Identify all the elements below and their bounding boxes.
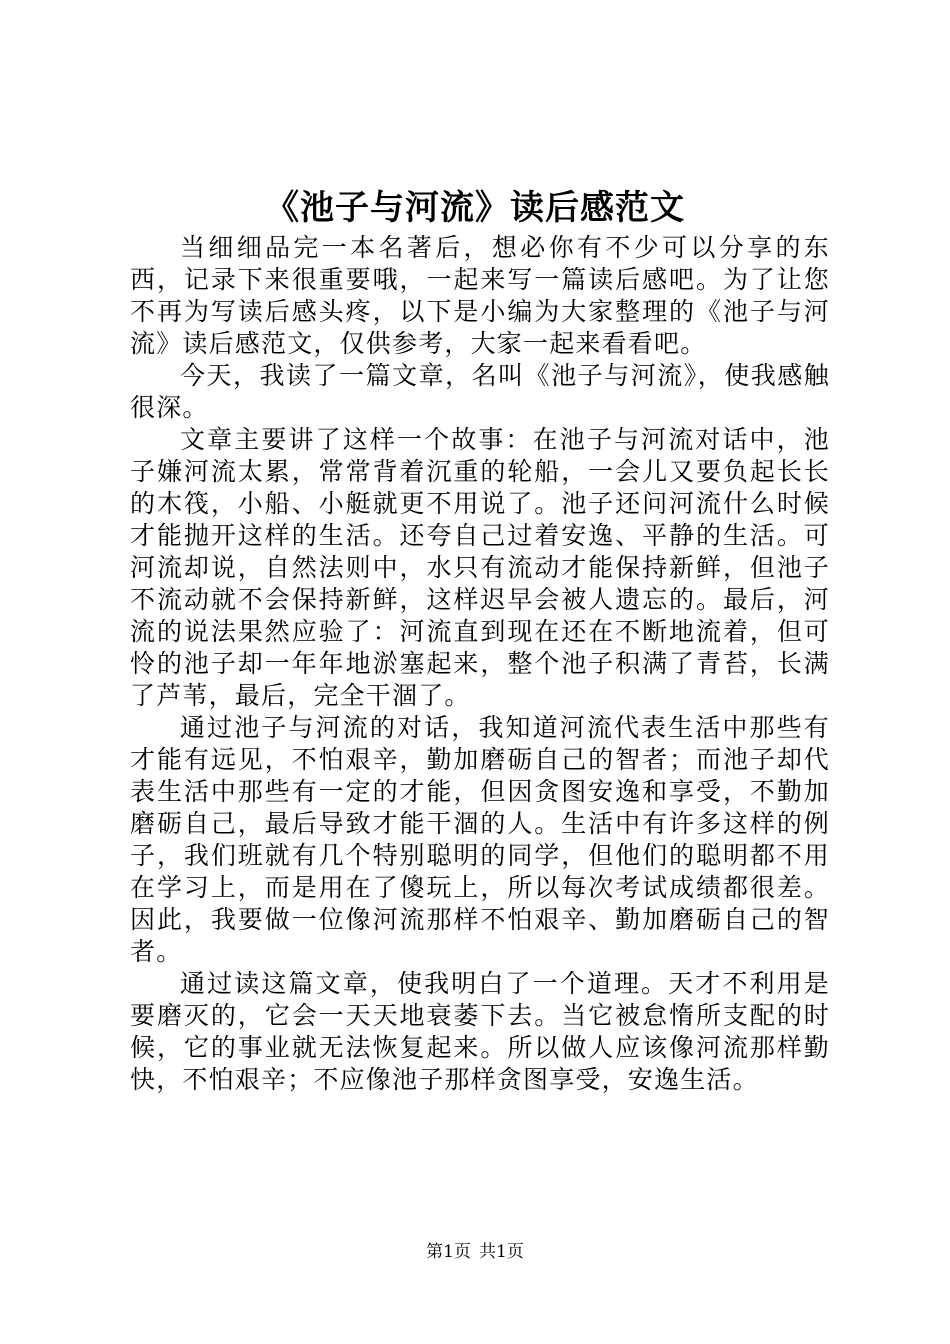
page-number: 第1页 <box>426 1242 471 1262</box>
paragraph-meaning: 通过池子与河流的对话，我知道河流代表生活中那些有才能有远见，不怕艰辛，勤加磨砺自己的智者；而池子却代表生活中那些有一定的才能，但因贪图安逸和享受，不勤加磨砺自己，最后导致才能干涸的人。生活中有许多这样的例子，我们班就有几个特别聪明的同学，但他们的聪明都不用在学习上，而是用在了傻玩上，所以每次考试成绩都很差。因此，我要做一位像河流那样不怕艰辛、勤加磨砺自己的智者。 <box>130 713 830 966</box>
page-footer <box>0 1240 950 1264</box>
page-total: 共1页 <box>479 1242 524 1262</box>
paragraph-intro: 当细细品完一本名著后，想必你有不少可以分享的东西，记录下来很重要哦，一起来写一篇读后感吧。为了让您不再为写读后感头疼，以下是小编为大家整理的《池子与河流》读后感范文，仅供参考，大家一起来看看吧。 <box>130 233 830 358</box>
paragraph-conclusion: 通过读这篇文章，使我明白了一个道理。天才不利用是要磨灭的，它会一天天地衰萎下去。当它被怠惰所支配的时候，它的事业就无法恢复起来。所以做人应该像河流那样勤快，不怕艰辛；不应像池子那样贪图享受，安逸生活。 <box>130 969 830 1094</box>
document-title: 《池子与河流》读后感范文 <box>265 188 685 228</box>
paragraph-story: 文章主要讲了这样一个故事：在池子与河流对话中，池子嫌河流太累，常常背着沉重的轮船，一会儿又要负起长长的木筏，小船、小艇就更不用说了。池子还问河流什么时候才能抛开这样的生活。还夸自己过着安逸、平静的生活。可河流却说，自然法则中，水只有流动才能保持新鲜，但池子不流动就不会保持新鲜，这样迟早会被人遗忘的。最后，河流的说法果然应验了：河流直到现在还在不断地流着，但可怜的池子却一年年地淤塞起来，整个池子积满了青苔，长满了芦苇，最后，完全干涸了。 <box>130 425 830 710</box>
paragraph-reading: 今天，我读了一篇文章，名叫《池子与河流》，使我感触很深。 <box>130 361 830 422</box>
document-body <box>130 232 830 1096</box>
